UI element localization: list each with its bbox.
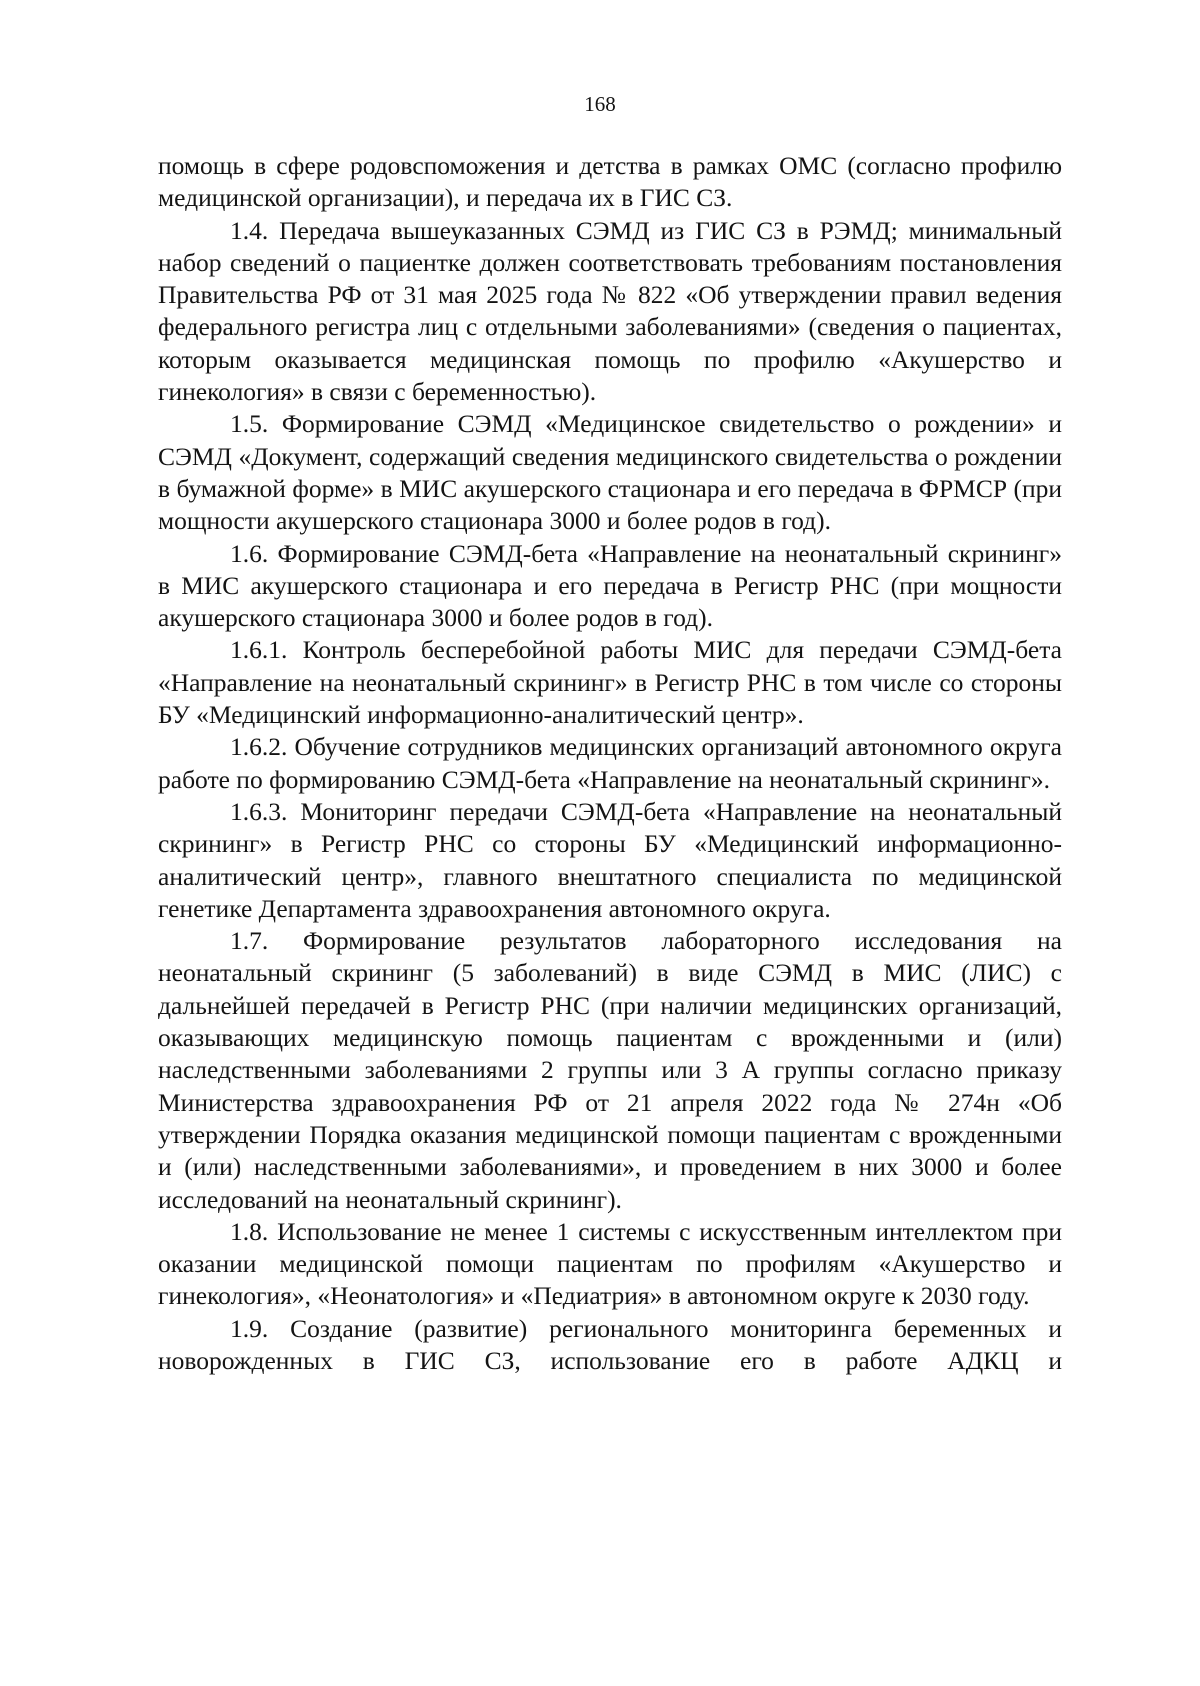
page-number: 168: [584, 92, 616, 116]
document-body: [158, 150, 1062, 1377]
paragraph-1-6: 1.6. Формирование СЭМД-бета «Направление на неонатальный скрининг» в МИС акушерского стационара и его передача в Регистр РНС (при мощности акушерского стационара 3000 и более родов в год).: [158, 538, 1062, 633]
paragraph-1-9: 1.9. Создание (развитие) регионального мониторинга беременных и новорожденных в ГИС СЗ, использование его в работе АДКЦ и: [158, 1313, 1062, 1375]
paragraph-1-4: 1.4. Передача вышеуказанных СЭМД из ГИС СЗ в РЭМД; минимальный набор сведений о пациентке должен соответствовать требованиям постановления Правительства РФ от 31 мая 2025 года № 822 «Об утверждении правил ведения федерального регистра лиц с отдельными заболеваниями» (сведения о пациентах, которым оказывается медицинская помощь по профилю «Акушерство и гинекология» в связи с беременностью).: [158, 215, 1062, 407]
paragraph-continuation: помощь в сфере родовспоможения и детства в рамках ОМС (согласно профилю медицинской организации), и передача их в ГИС СЗ.: [158, 151, 1062, 213]
paragraph-1-6-2: 1.6.2. Обучение сотрудников медицинских организаций автономного округа работе по формированию СЭМД-бета «Направление на неонатальный скрининг».: [158, 732, 1062, 794]
paragraph-1-6-3: 1.6.3. Мониторинг передачи СЭМД-бета «Направление на неонатальный скрининг» в Регистр РНС со стороны БУ «Медицинский информационно-аналитический центр», главного внештатного специалиста по медицинской генетике Департамента здравоохранения автономного округа.: [158, 796, 1062, 923]
paragraph-1-5: 1.5. Формирование СЭМД «Медицинское свидетельство о рождении» и СЭМД «Документ, содержащий сведения медицинского свидетельства о рождении в бумажной форме» в МИС акушерского стационара и его передача в ФРМСР (при мощности акушерского стационара 3000 и более родов в год).: [158, 409, 1062, 536]
paragraph-1-6-1: 1.6.1. Контроль бесперебойной работы МИС для передачи СЭМД-бета «Направление на неонатальный скрининг» в Регистр РНС в том числе со стороны БУ «Медицинский информационно-аналитический центр».: [158, 635, 1062, 730]
paragraph-1-8: 1.8. Использование не менее 1 системы с искусственным интеллектом при оказании медицинской помощи пациентам по профилям «Акушерство и гинекология», «Неонатология» и «Педиатрия» в автономном округе к 2030 году.: [158, 1216, 1062, 1311]
paragraph-1-7: 1.7. Формирование результатов лабораторного исследования на неонатальный скрининг (5 заболеваний) в виде СЭМД в МИС (ЛИС) с дальнейшей передачей в Регистр РНС (при наличии медицинских организаций, оказывающих медицинскую помощь пациентам с врожденными и (или) наследственными заболеваниями 2 группы или 3 А группы согласно приказу Министерства здравоохранения РФ от 21 апреля 2022 года № 274н «Об утверждении Порядка оказания медицинской помощи пациентам с врожденными и (или) наследственными заболеваниями», и проведением в них 3000 и более исследований на неонатальный скрининг).: [158, 926, 1062, 1214]
